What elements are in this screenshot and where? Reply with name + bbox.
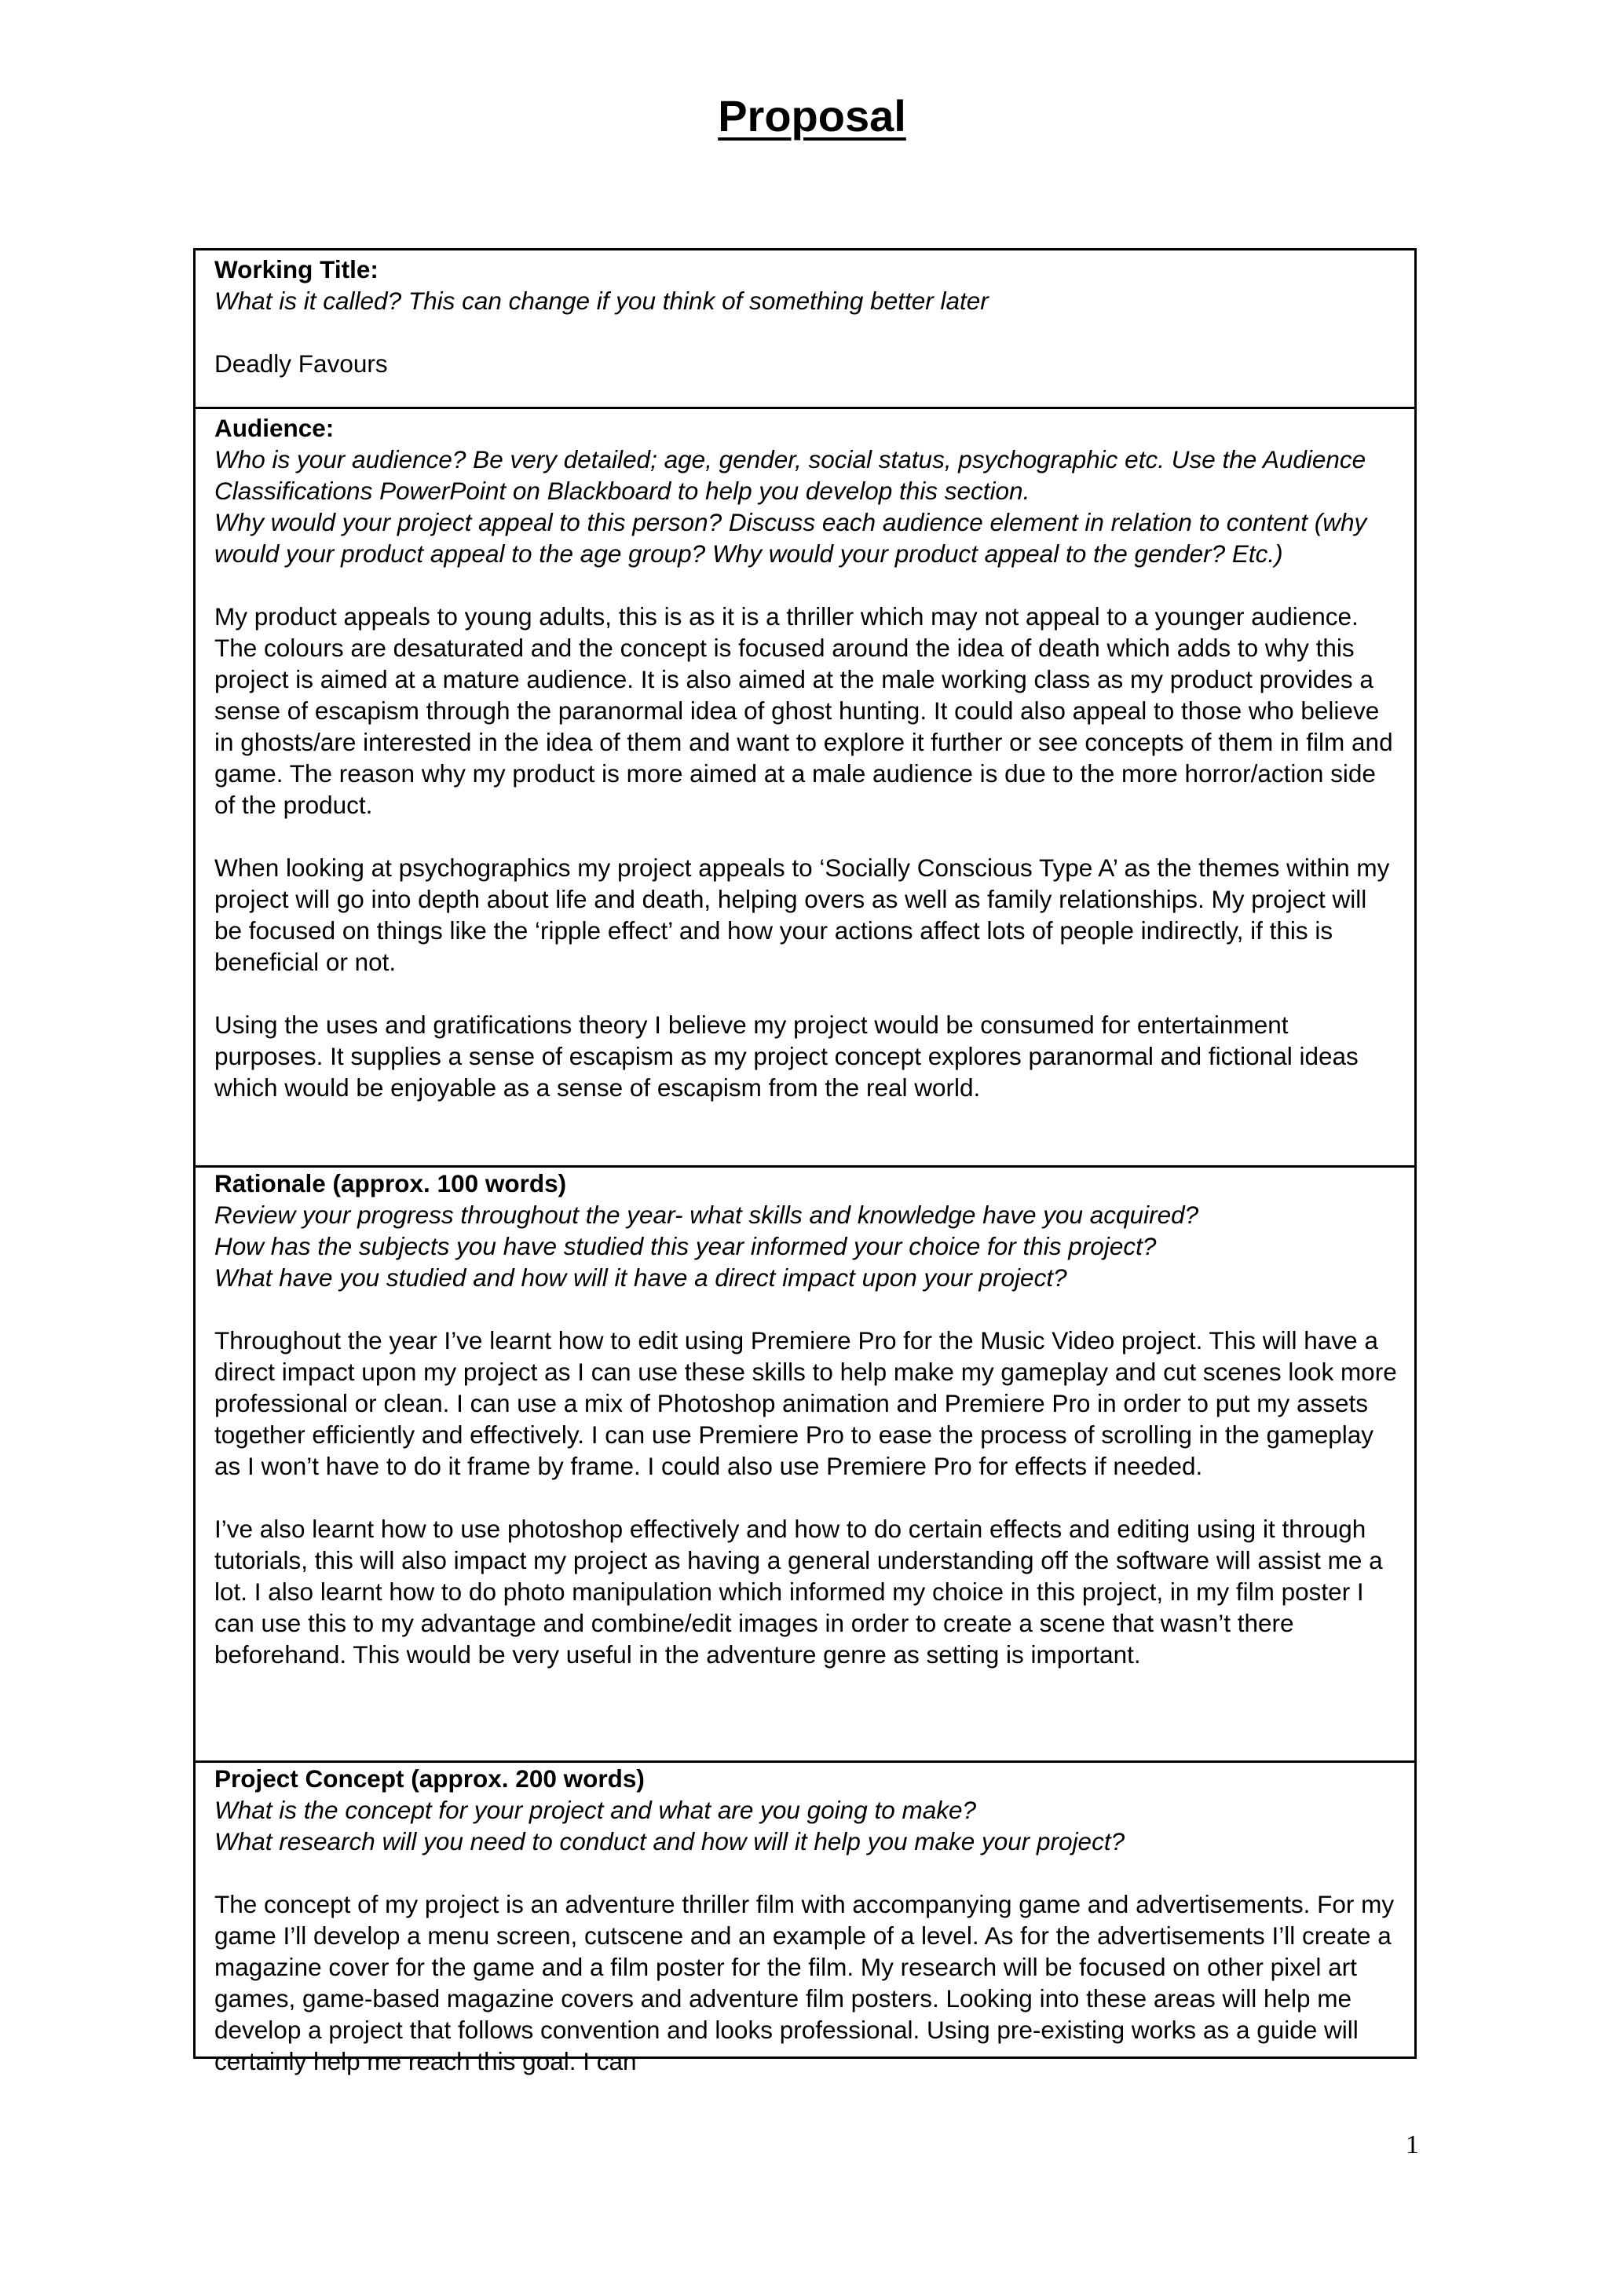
project-concept-section — [196, 1763, 1414, 2075]
audience-prompt-2: Why would your project appeal to this person? Discuss each audience element in relation to content (why would your product appeal to the age group? Why would your product appeal to the gender? Etc.) — [214, 508, 1367, 568]
page-title: Proposal — [718, 91, 906, 141]
rationale-prompt-3: What have you studied and how will it have a direct impact upon your project? — [214, 1263, 1067, 1292]
audience-section — [196, 409, 1414, 1168]
project-concept-heading: Project Concept (approx. 200 words) — [214, 1764, 645, 1793]
project-concept-prompt-2: What research will you need to conduct and how will it help you make your project? — [214, 1827, 1125, 1855]
rationale-paragraph-2: I’ve also learnt how to use photoshop effectively and how to do certain effects and editing using it through tutorials, this will also impact my project as having a general understanding off the software will assist me a lot. I also learnt how to do photo manipulation which informed my choice in this project, in my film poster I can use this to my advantage and combine/edit images in order to create a scene that wasn’t there beforehand. This would be very useful in the adventure genre as setting is important. — [214, 1515, 1383, 1669]
audience-paragraph-3: Using the uses and gratifications theory I believe my project would be consumed for entertainment purposes. It supplies a sense of escapism as my project concept explores paranormal and fictional ideas which would be enjoyable as a sense of escapism from the real world. — [214, 1011, 1359, 1102]
proposal-form-table — [193, 248, 1417, 2075]
audience-paragraph-1: My product appeals to young adults, this is as it is a thriller which may not appeal to a younger audience. The colours are desaturated and the concept is focused around the idea of death which adds to why this project is aimed at a mature audience. It is also aimed at the male working class as my product provides a sense of escapism through the paranormal idea of ghost hunting. It could also appeal to those who believe in ghosts/are interested in the idea of them and want to explore it further or see concepts of them in film and game. The reason why my product is more aimed at a male audience is due to the more horror/action side of the product. — [214, 602, 1393, 819]
working-title-section — [196, 250, 1414, 409]
project-concept-paragraph-1: The concept of my project is an adventure thriller film with accompanying game and advertisements. For my game I’ll develop a menu screen, cutscene and an example of a level. As for the advertisements I’ll create a magazine cover for the game and a film poster for the film. My research will be focused on other pixel art games, game-based magazine covers and adventure film posters. Looking into these areas will help me develop a project that follows convention and looks professional. Using pre-existing works as a guide will certainly help me reach this goal. I can — [214, 1890, 1395, 2075]
working-title-prompt: What is it called? This can change if you think of something better later — [214, 287, 989, 315]
rationale-heading: Rationale (approx. 100 words) — [214, 1169, 567, 1197]
page-number: 1 — [1406, 2130, 1419, 2159]
rationale-section — [196, 1168, 1414, 1763]
working-title-value: Deadly Favours — [214, 349, 388, 378]
audience-prompt-1: Who is your audience? Be very detailed; age, gender, social status, psychographic etc. Use the Audience Classifications PowerPoint on Blackboard to help you develop this section. — [214, 445, 1366, 505]
audience-heading: Audience: — [214, 414, 335, 442]
rationale-prompt-1: Review your progress throughout the year- what skills and knowledge have you acquired? — [214, 1201, 1199, 1229]
rationale-paragraph-1: Throughout the year I’ve learnt how to edit using Premiere Pro for the Music Video project. This will have a direct impact upon my project as I can use these skills to help make my gameplay and cut scenes look more professional or clean. I can use a mix of Photoshop animation and Premiere Pro in order to put my assets together efficiently and effectively. I can use Premiere Pro to ease the process of scrolling in the gameplay as I won’t have to do it frame by frame. I could also use Premiere Pro for effects if needed. — [214, 1326, 1397, 1480]
project-concept-prompt-1: What is the concept for your project and what are you going to make? — [214, 1796, 977, 1824]
audience-paragraph-2: When looking at psychographics my project appeals to ‘Socially Conscious Type A’ as the themes within my project will go into depth about life and death, helping overs as well as family relationships. My project will be focused on things like the ‘ripple effect’ and how your actions affect lots of people indirectly, if this is beneficial or not. — [214, 854, 1390, 976]
working-title-heading: Working Title: — [214, 255, 379, 283]
rationale-prompt-2: How has the subjects you have studied this year informed your choice for this project? — [214, 1232, 1157, 1260]
